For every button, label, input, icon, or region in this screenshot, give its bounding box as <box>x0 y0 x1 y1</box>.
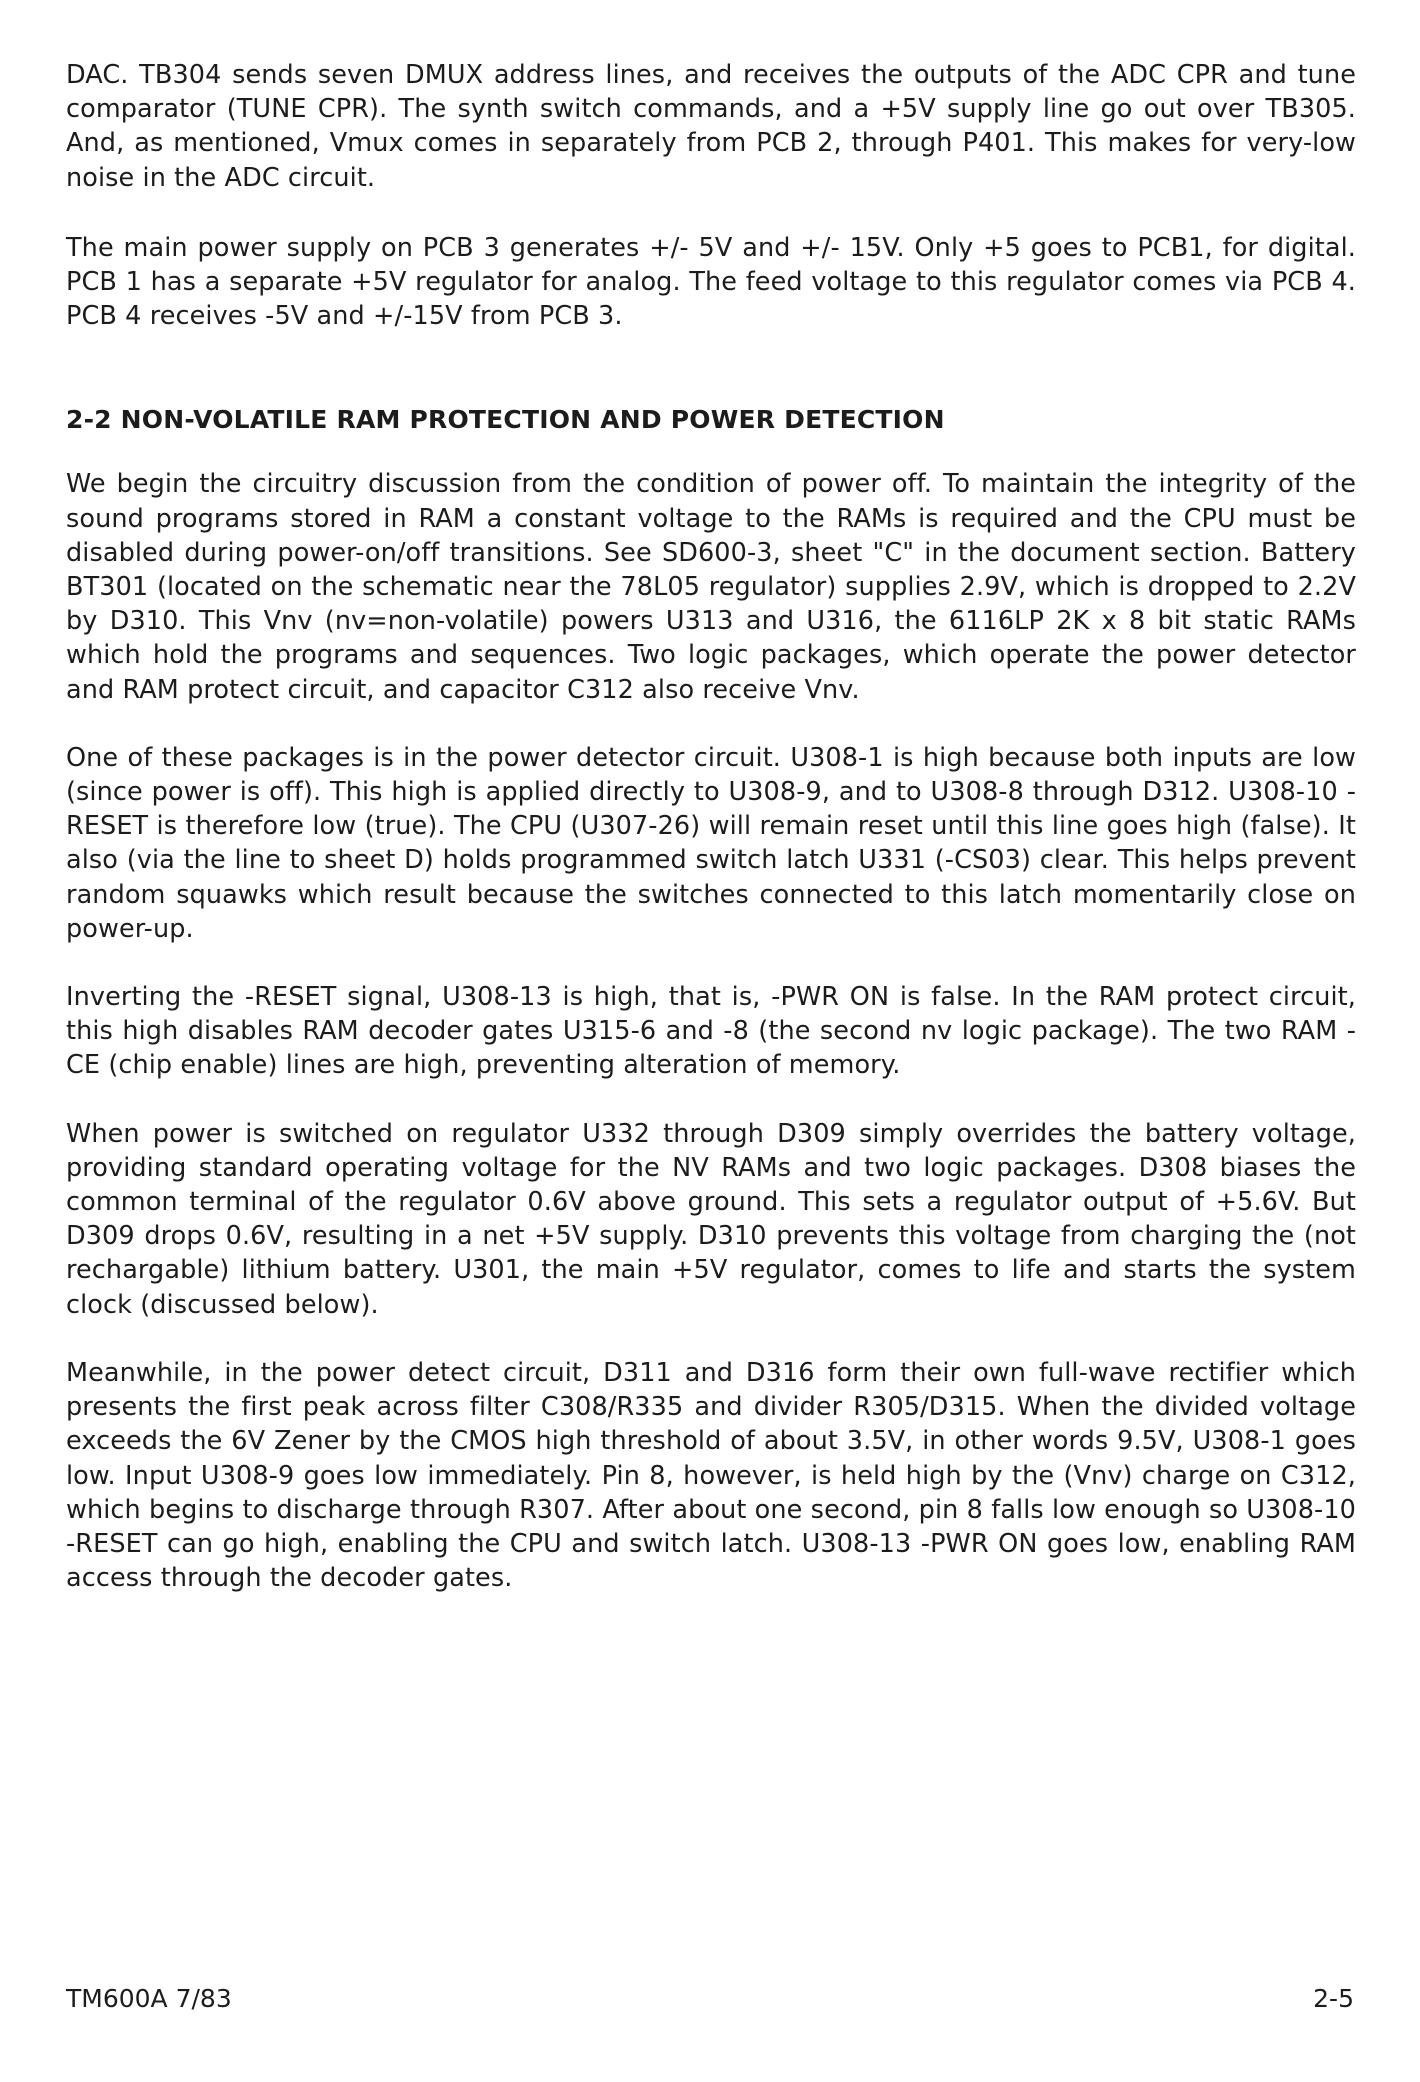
footer-page-number: 2-5 <box>1313 1984 1354 2013</box>
paragraph-power-detector: One of these packages is in the power detector circuit. U308-1 is high because both inputs are low (since power is off). This high is applied directly to U308-9, and to U308-8 through D312. U308-10 -RESET is therefore low (true). The CPU (U307-26) will remain reset until this line goes high (false). It also (via the line to sheet D) holds programmed switch latch U331 (-CS03) clear. This helps prevent random squawks which result because the switches connected to this latch momentarily close on power-up. <box>66 742 1356 944</box>
paragraph-power-supply: The main power supply on PCB 3 generates +/- 5V and +/- 15V. Only +5 goes to PCB1, for digital. PCB 1 has a separate +5V regulator for analog. The feed voltage to this regulator comes via PCB 4. PCB 4 receives -5V and +/-15V from PCB 3. <box>66 232 1356 332</box>
paragraph-power-detect-rectifier: Meanwhile, in the power detect circuit, D311 and D316 form their own full-wave rectifier which presents the first peak across filter C308/R335 and divider R305/D315. When the divided voltage exceeds the 6V Zener by the CMOS high threshold of about 3.5V, in other words 9.5V, U308-1 goes low. Input U308-9 goes low immediately. Pin 8, however, is held high by the (Vnv) charge on C312, which begins to discharge through R307. After about one second, pin 8 falls low enough so U308-10 -RESET can go high, enabling the CPU and switch latch. U308-13 -PWR ON goes low, enabling RAM access through the decoder gates. <box>66 1357 1356 1594</box>
paragraph-power-on: When power is switched on regulator U332 through D309 simply overrides the battery voltage, providing standard operating voltage for the NV RAMs and two logic packages. D308 biases the common terminal of the regulator 0.6V above ground. This sets a regulator output of +5.6V. But D309 drops 0.6V, resulting in a net +5V supply. D310 prevents this voltage from charging the (not rechargable) lithium battery. U301, the main +5V regulator, comes to life and starts the system clock (discussed below). <box>66 1118 1356 1320</box>
document-page <box>66 52 1356 1595</box>
paragraph-power-off-condition: We begin the circuitry discussion from the condition of power off. To maintain the integrity of the sound programs stored in RAM a constant voltage to the RAMs is required and the CPU must be disabled during power-on/off transitions. See SD600-3, sheet "C" in the document section. Battery BT301 (located on the schematic near the 78L05 regulator) supplies 2.9V, which is dropped to 2.2V by D310. This Vnv (nv=non-volatile) powers U313 and U316, the 6116LP 2K x 8 bit static RAMs which hold the programs and sequences. Two logic packages, which operate the power detector and RAM protect circuit, and capacitor C312 also receive Vnv. <box>66 469 1356 705</box>
section-heading: 2-2 NON-VOLATILE RAM PROTECTION AND POWER DETECTION <box>66 405 945 435</box>
paragraph-ram-protect: Inverting the -RESET signal, U308-13 is high, that is, -PWR ON is false. In the RAM protect circuit, this high disables RAM decoder gates U315-6 and -8 (the second nv logic package). The two RAM -CE (chip enable) lines are high, preventing alteration of memory. <box>66 982 1356 1081</box>
paragraph-adc-interface: DAC. TB304 sends seven DMUX address lines, and receives the outputs of the ADC CPR and tune comparator (TUNE CPR). The synth switch commands, and a +5V supply line go out over TB305. And, as mentioned, Vmux comes in separately from PCB 2, through P401. This makes for very-low noise in the ADC circuit. <box>66 60 1356 193</box>
footer-document-id: TM600A 7/83 <box>66 1984 232 2013</box>
